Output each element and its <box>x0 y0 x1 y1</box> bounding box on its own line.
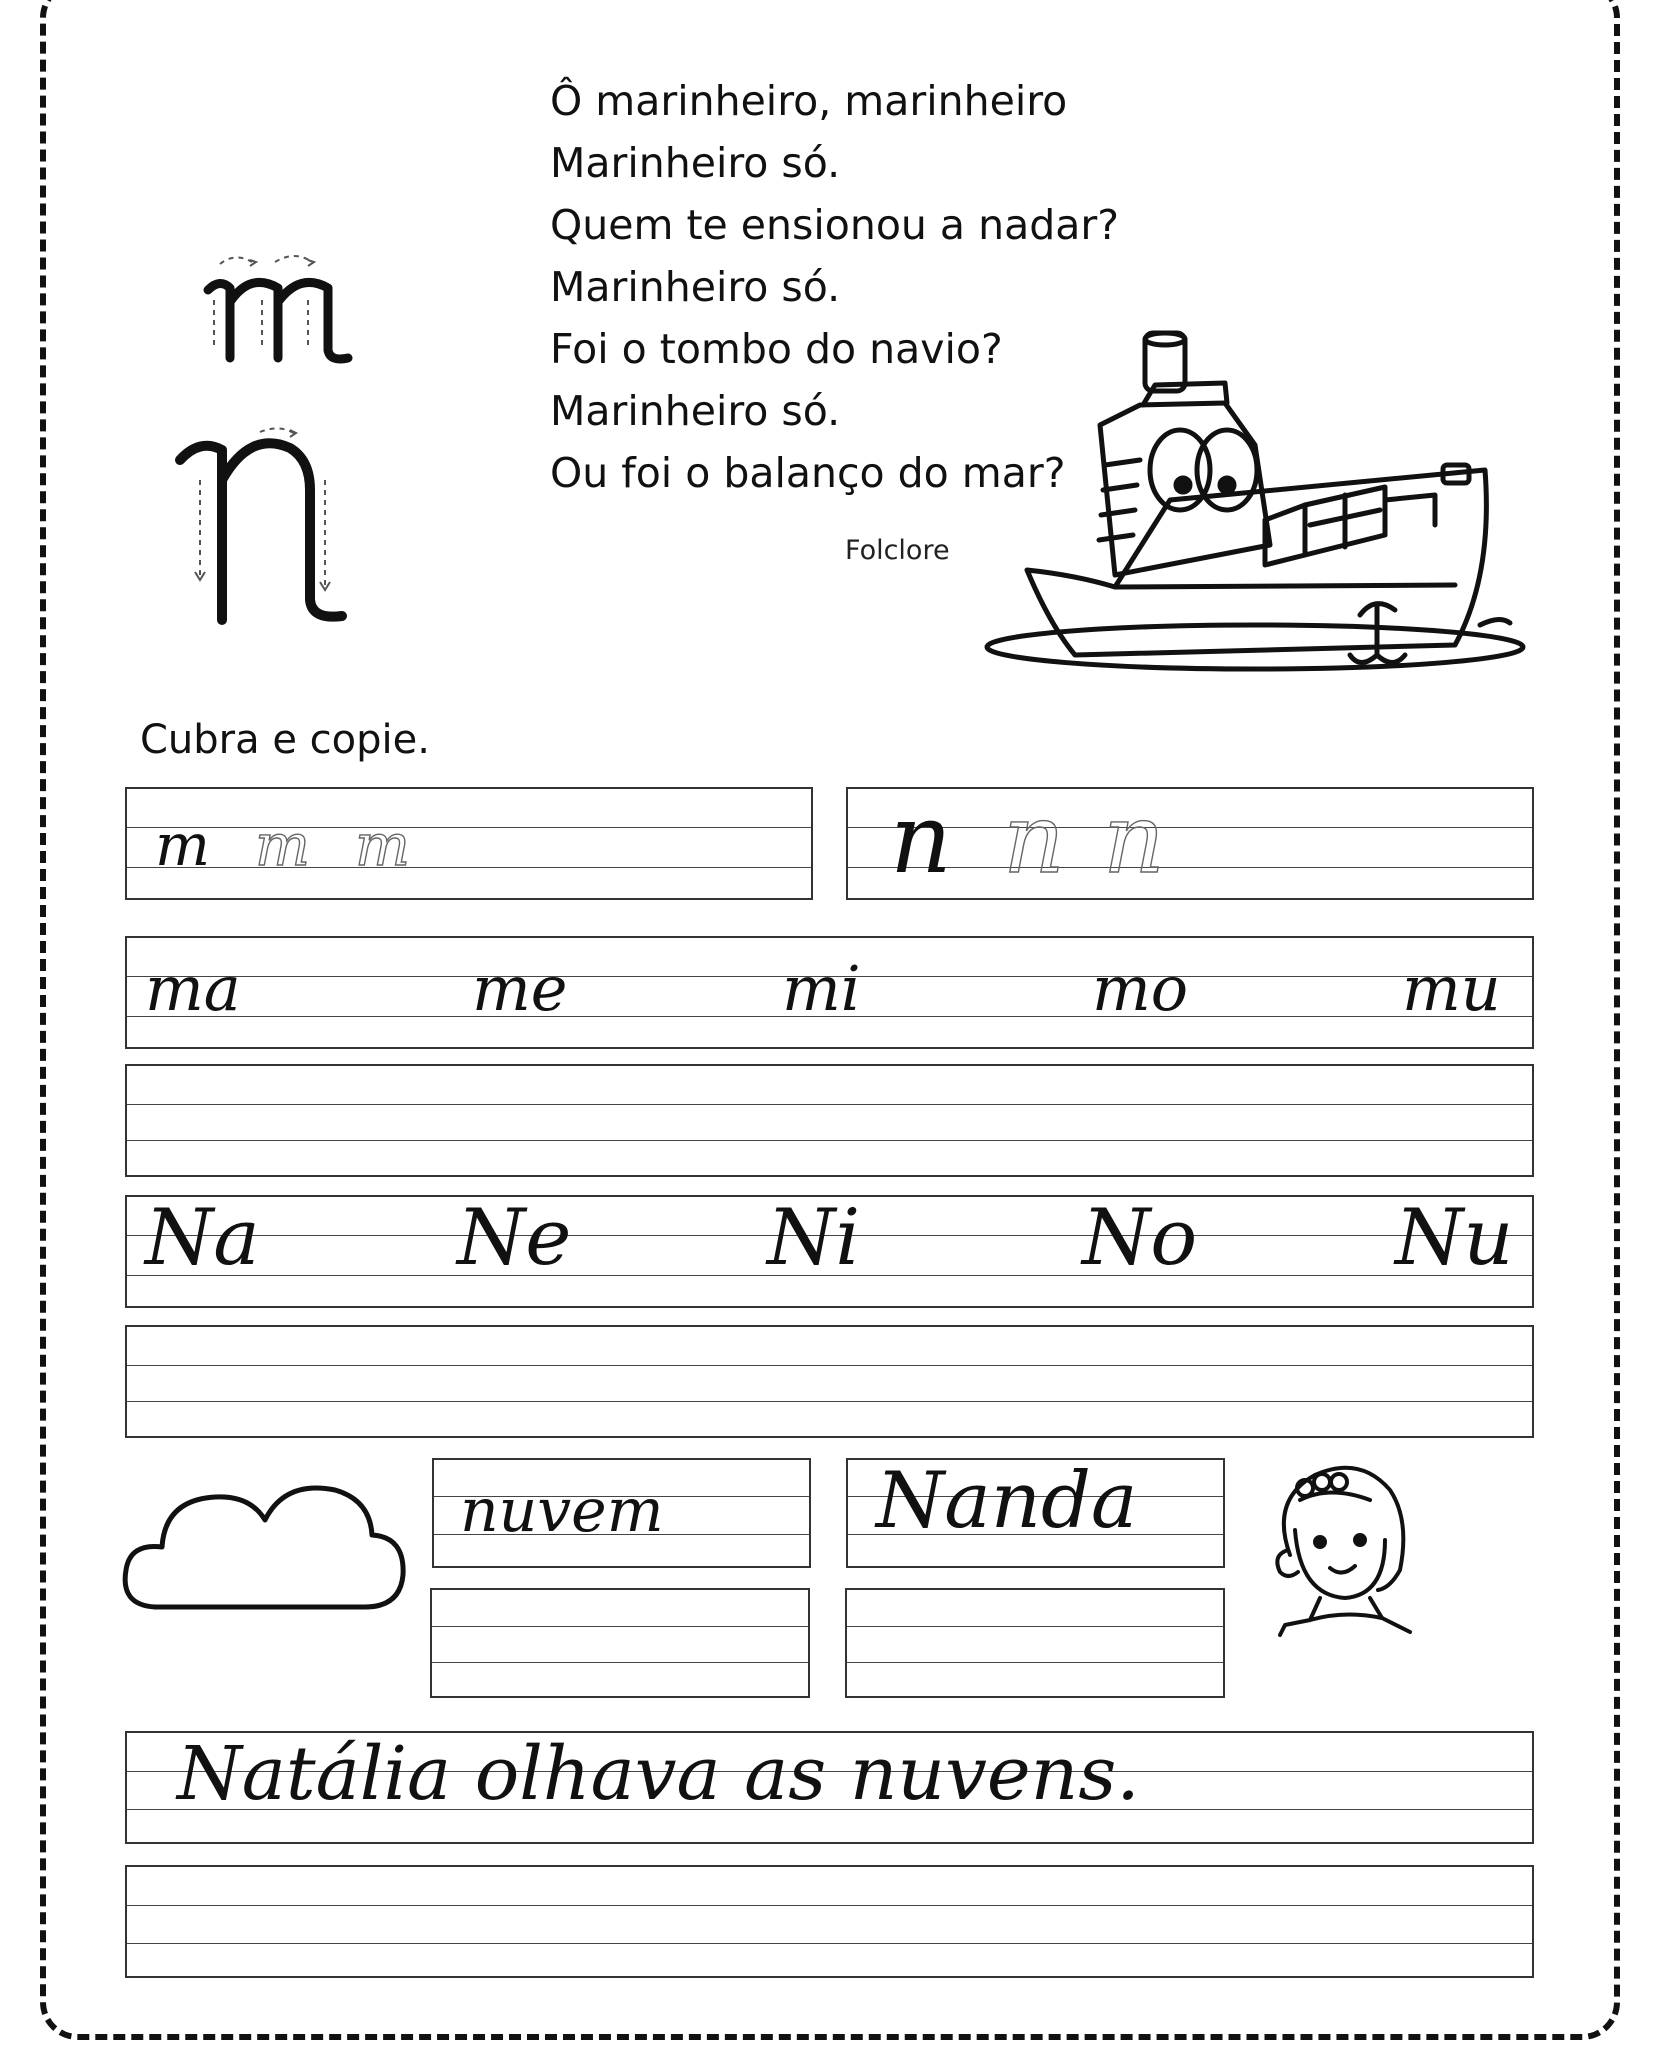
copy-line[interactable] <box>125 1064 1534 1177</box>
copy-box-nanda[interactable] <box>845 1588 1225 1698</box>
copy-line[interactable] <box>125 1325 1534 1438</box>
model-letter: m <box>155 811 210 879</box>
poem-line: Ou foi o balanço do mar? <box>550 449 1066 497</box>
dotted-letter: m <box>255 811 312 879</box>
syllable: me <box>472 952 568 1025</box>
poem-line: Foi o tombo do navio? <box>550 325 1003 373</box>
poem-line: Ô marinheiro, marinheiro <box>550 77 1068 125</box>
model-word: nuvem <box>460 1476 664 1546</box>
syllable: Nu <box>1395 1193 1514 1283</box>
poem-line: Marinheiro só. <box>550 263 841 311</box>
trace-box-n[interactable] <box>846 783 1534 900</box>
cloud-illustration <box>120 1475 410 1615</box>
syllable: No <box>1082 1193 1198 1283</box>
syllable: mo <box>1092 952 1189 1025</box>
letter-n-stroke-guide <box>170 420 370 630</box>
letter-m-stroke-guide <box>190 250 370 370</box>
word-box-nuvem[interactable] <box>432 1458 811 1568</box>
syllable: Ni <box>767 1193 861 1283</box>
model-sentence: Natália olhava as nuvens. <box>177 1731 1140 1817</box>
syllable: mu <box>1402 952 1501 1025</box>
model-word: Nanda <box>876 1456 1138 1546</box>
poem-line: Marinheiro só. <box>550 387 841 435</box>
copy-box-nuvem[interactable] <box>430 1588 810 1698</box>
copy-line[interactable] <box>125 1865 1534 1978</box>
girl-illustration <box>1260 1460 1430 1640</box>
syllable-line-lower[interactable] <box>125 936 1534 1049</box>
model-letter: n <box>890 783 952 895</box>
trace-box-m[interactable] <box>125 787 813 900</box>
poem-line: Marinheiro só. <box>550 139 841 187</box>
dotted-letter: m <box>355 811 412 879</box>
syllable: Ne <box>457 1193 572 1283</box>
syllable: ma <box>145 952 241 1025</box>
sentence-box[interactable] <box>125 1731 1534 1844</box>
syllable: mi <box>782 952 861 1025</box>
word-box-nanda[interactable] <box>846 1458 1225 1568</box>
ship-illustration <box>965 325 1535 695</box>
dotted-letter: n <box>1103 783 1167 895</box>
poem-source: Folclore <box>845 535 950 566</box>
syllable-line-upper[interactable] <box>125 1195 1534 1308</box>
poem-line: Quem te ensionou a nadar? <box>550 201 1119 249</box>
instruction-text: Cubra e copie. <box>140 717 430 763</box>
dotted-letter: n <box>1003 783 1067 895</box>
syllable: Na <box>145 1193 260 1283</box>
